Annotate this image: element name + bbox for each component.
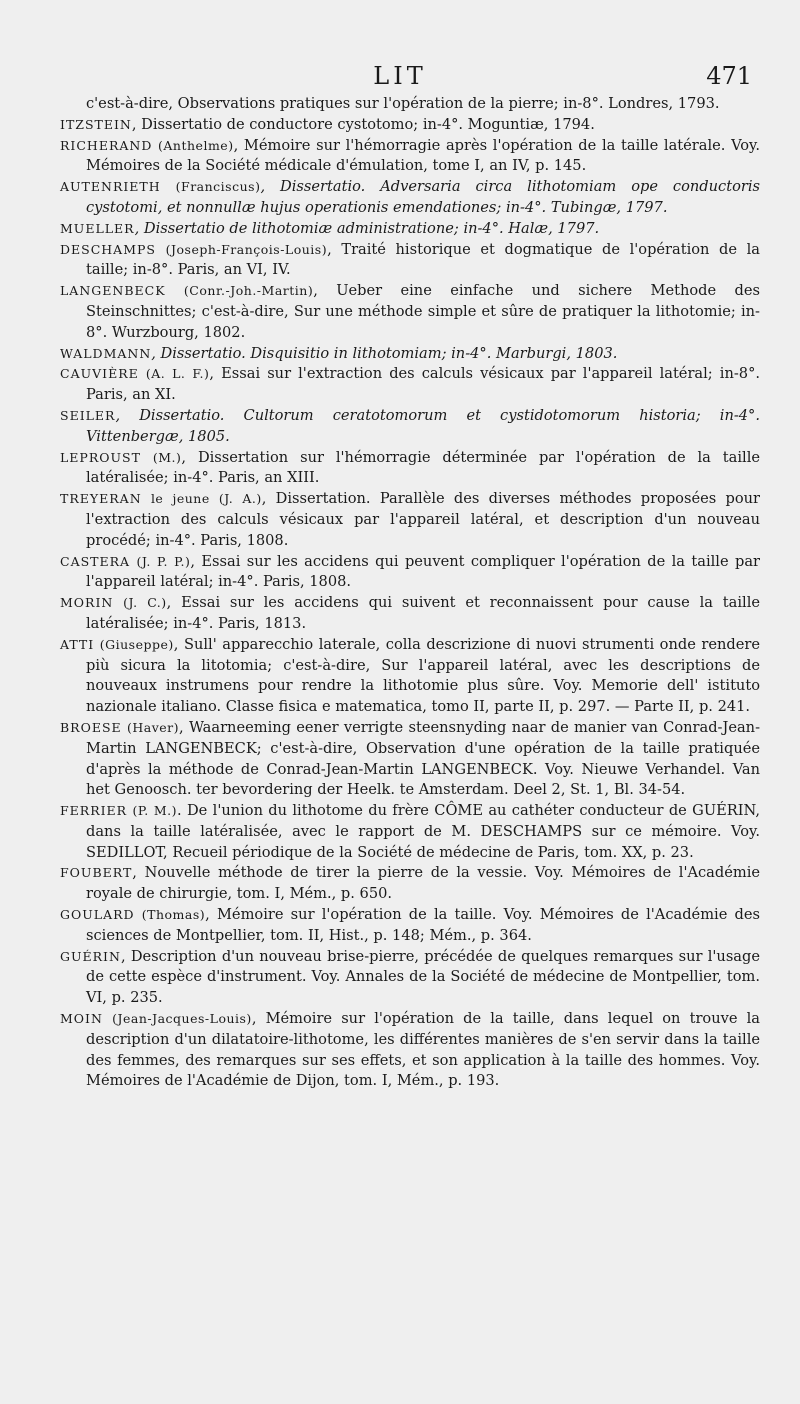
author-given-name: (J. P. P.) bbox=[136, 553, 191, 569]
entry-text: , Mémoire sur l'opération de la taille, dans lequel on trouve la description d'un dilatatoire-lithotome, les différentes manières de s'en servir dans la taille des femmes, des remarques sur ses effets, et son application à la taille des hommes. Voy. Mémoires de l'Académie de Dijon, tom. I, Mém., p. 193. bbox=[86, 1010, 760, 1090]
entry-text: c'est-à-dire, Observations pratiques sur l'opération de la pierre; in-8°. Londres, 1793. bbox=[86, 95, 720, 112]
entry-text: , Nouvelle méthode de tirer la pierre de la vessie. Voy. Mémoires de l'Académie royale de chirurgie, tom. I, Mém., p. 650. bbox=[86, 864, 760, 903]
entry-moin bbox=[60, 1009, 760, 1092]
entry-text: , Waarneeming eener verrigte steensnyding naar de manier van Conrad-Jean-Martin LANGENBECK; c'est-à-dire, Observation d'une opération de la taille pratiquée d'après la méthode de Conrad-Jean-Martin LANGENBECK. Voy. Nieuwe Verhandel. Van het Genoosch. ter bevordering der Heelk. te Amsterdam. Deel 2, St. 1, Bl. 34-54. bbox=[86, 718, 760, 799]
entry-text: , Mémoire sur l'opération de la taille. Voy. Mémoires de l'Académie des sciences de Montpellier, tom. II, Hist., p. 148; Mém., p. 364. bbox=[86, 906, 761, 944]
author-given-name: (Haver) bbox=[126, 719, 180, 735]
author-name: ATTI bbox=[60, 636, 95, 652]
author-given-name: le jeune (J. A.) bbox=[150, 491, 262, 507]
author-name: AUTENRIETH bbox=[60, 179, 161, 195]
author-name: ITZSTEIN bbox=[60, 116, 132, 132]
author-name: GUÉRIN bbox=[60, 948, 121, 964]
page-header bbox=[0, 62, 800, 98]
author-name: CASTERA bbox=[60, 553, 131, 569]
author-given-name: (M.) bbox=[152, 449, 182, 465]
author-given-name: (Jean-Jacques-Louis) bbox=[112, 1011, 252, 1027]
entry-text: , Traité historique et dogmatique de l'opération de la taille; in-8°. Paris, an VI, IV. bbox=[86, 240, 761, 279]
entry-text: , Mémoire sur l'hémorragie après l'opération de la taille latérale. Voy. Mémoires de la Société médicale d'émulation, tome I, an IV, p. 145. bbox=[86, 136, 761, 175]
entry-mueller bbox=[60, 219, 760, 240]
bibliography-list bbox=[60, 94, 760, 1092]
entry-text: , Dissertation sur l'hémorragie déterminée par l'opération de la taille latéralisée; in-4°. Paris, an XIII. bbox=[86, 448, 760, 487]
entry-broese bbox=[60, 718, 760, 801]
author-name: LANGENBECK bbox=[60, 283, 166, 299]
author-name: MOIN bbox=[60, 1011, 103, 1027]
entry-waldmann bbox=[60, 344, 760, 365]
author-name: GOULARD bbox=[60, 907, 135, 923]
entry-goulard bbox=[60, 905, 760, 947]
entry-richerand bbox=[60, 136, 760, 178]
entry-continuation bbox=[60, 94, 760, 115]
entry-text: , Essai sur les accidens qui suivent et reconnaissent pour cause la taille latéralisée; in-4°. Paris, 1813. bbox=[86, 594, 760, 632]
entry-text: , Dissertatio de conductore cystotomo; in-4°. Moguntiæ, 1794. bbox=[131, 115, 595, 133]
entry-text: , Dissertatio de lithotomiæ administratione; in-4°. Halæ, 1797. bbox=[134, 219, 600, 237]
author-given-name: (Franciscus) bbox=[175, 179, 261, 195]
entry-text: , Sull' apparecchio laterale, colla descrizione di nuovi strumenti onde rendere più sicura la litotomia; c'est-à-dire, Sur l'appareil latéral, avec les descriptions de nouveaux instrumens pour rendre la lithotomie plus sûre. Voy. Memorie dell' istituto nazionale italiano. Classe fisica e matematica, tomo II, parte II, p. 297. — Parte II, p. 241. bbox=[86, 635, 760, 716]
entry-guerin bbox=[60, 947, 760, 1009]
author-name: DESCHAMPS bbox=[60, 241, 156, 257]
author-name: CAUVIÈRE bbox=[60, 366, 139, 382]
entry-foubert bbox=[60, 863, 760, 905]
entry-text: , Dissertatio. Disquisitio in lithotomiam; in-4°. Marburgi, 1803. bbox=[151, 344, 618, 362]
entry-langenbeck bbox=[60, 281, 760, 343]
entry-autenrieth bbox=[60, 177, 760, 219]
author-name: SEILER bbox=[60, 407, 116, 423]
entry-text: , Description d'un nouveau brise-pierre, précédée de quelques remarques sur l'usage de cette espèce d'instrument. Voy. Annales de la Société de médecine de Montpellier, tom. VI, p. 235. bbox=[86, 947, 760, 1007]
author-name: FERRIER bbox=[60, 803, 128, 819]
running-title: LIT bbox=[373, 62, 427, 90]
entry-castera bbox=[60, 552, 760, 594]
author-name: LEPROUST bbox=[60, 449, 141, 465]
author-given-name: (Joseph-François-Louis) bbox=[165, 241, 328, 257]
entry-text: , Dissertatio. Cultorum ceratotomorum et cystidotomorum historia; in-4°. Vittenbergæ, 1805. bbox=[86, 406, 760, 445]
entry-leproust bbox=[60, 448, 760, 490]
entry-treyeran bbox=[60, 489, 760, 551]
entry-text: , Dissertatio. Adversaria circa lithotomiam ope conductoris cystotomi, et nonnullæ hujus operationis emendationes; in-4°. Tubingæ, 1797. bbox=[86, 178, 760, 216]
author-name: BROESE bbox=[60, 719, 122, 735]
entry-atti bbox=[60, 635, 760, 718]
entry-ferrier bbox=[60, 801, 760, 863]
entry-morin bbox=[60, 593, 760, 635]
entry-text: , Ueber eine einfache und sichere Methode des Steinschnittes; c'est-à-dire, Sur une méthode simple et sûre de pratiquer la lithotomie; in-8°. Wurzbourg, 1802. bbox=[86, 282, 760, 341]
author-name: WALDMANN bbox=[60, 345, 152, 361]
author-name: RICHERAND bbox=[60, 137, 153, 153]
entry-itzstein bbox=[60, 115, 760, 136]
author-name: TREYERAN bbox=[60, 491, 142, 507]
author-name: FOUBERT bbox=[60, 865, 133, 881]
author-given-name: (Anthelme) bbox=[158, 137, 234, 153]
entry-cauviere bbox=[60, 364, 760, 406]
entry-text: , Dissertation. Parallèle des diverses méthodes proposées pour l'extraction des calculs vésicaux par l'appareil latéral, et description d'un nouveau procédé; in-4°. Paris, 1808. bbox=[86, 490, 760, 549]
entry-text: , Essai sur les accidens qui peuvent compliquer l'opération de la taille par l'appareil latéral; in-4°. Paris, 1808. bbox=[86, 552, 760, 591]
entry-text: , Essai sur l'extraction des calculs vésicaux par l'appareil latéral; in-8°. Paris, an XI. bbox=[86, 365, 760, 404]
author-given-name: (P. M.) bbox=[132, 803, 177, 819]
author-given-name: (J. C.) bbox=[123, 595, 167, 611]
page-number: 471 bbox=[706, 62, 752, 90]
author-given-name: (Conr.-Joh.-Martin) bbox=[183, 283, 314, 299]
author-given-name: (Giuseppe) bbox=[99, 636, 174, 652]
author-given-name: (Thomas) bbox=[141, 907, 206, 923]
entry-deschamps bbox=[60, 240, 760, 282]
entry-text: . De l'union du lithotome du frère CÔME au cathéter conducteur de GUÉRIN, dans la taille latéralisée, avec le rapport de M. DESCHAMPS sur ce mémoire. Voy. SEDILLOT, Recueil périodique de la Société de médecine de Paris, tom. XX, p. 23. bbox=[86, 802, 760, 861]
author-name: MUELLER bbox=[60, 220, 135, 236]
author-name: MORIN bbox=[60, 595, 114, 611]
author-given-name: (A. L. F.) bbox=[145, 366, 210, 382]
entry-seiler bbox=[60, 406, 760, 448]
